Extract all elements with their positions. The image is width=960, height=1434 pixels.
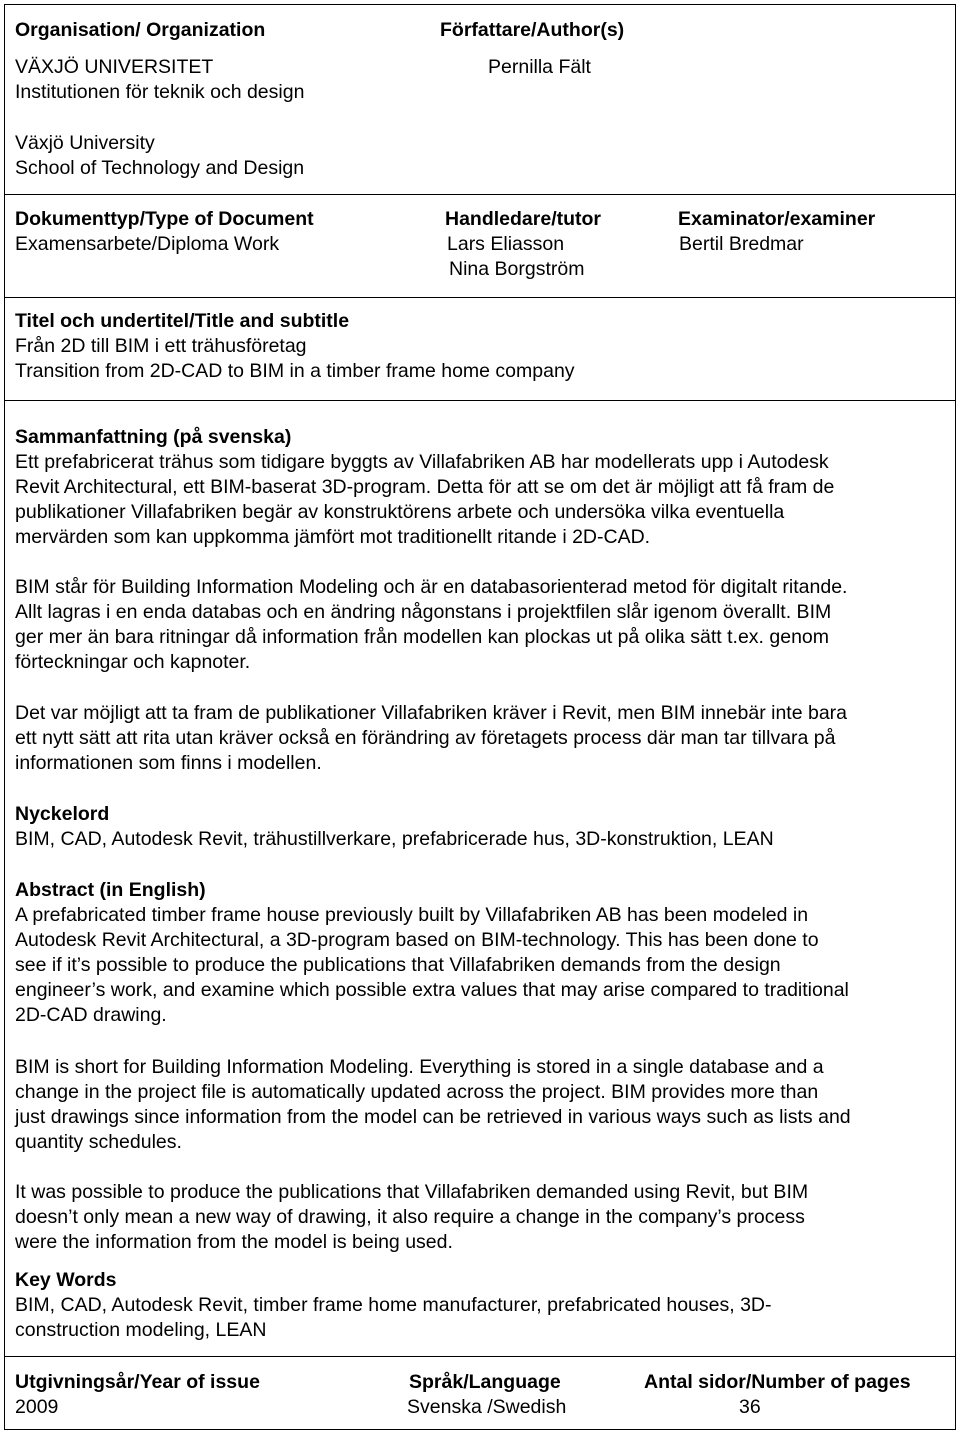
text-line: BIM is short for Building Information Modeling. Everything is stored in a single database and a xyxy=(15,1056,824,1078)
text-line: ger mer än bara ritningar då information från modellen kan plockas ut på olika sätt t.ex. genom xyxy=(15,626,830,648)
keywords-en-text xyxy=(15,1293,945,1343)
language-value: Svenska /Swedish xyxy=(407,1396,567,1418)
text-line: 2D-CAD drawing. xyxy=(15,1004,167,1026)
document-type-value: Examensarbete/Diploma Work xyxy=(15,233,280,255)
divider xyxy=(4,400,956,401)
text-line: förteckningar och kapnoter. xyxy=(15,651,251,673)
organisation-name-en: Växjö University xyxy=(15,132,155,154)
keywords-en-heading: Key Words xyxy=(15,1269,117,1291)
text-line: Ett prefabricerat trähus som tidigare byggts av Villafabriken AB har modellerats upp i Autodesk xyxy=(15,451,829,473)
divider xyxy=(4,297,956,298)
title-heading: Titel och undertitel/Title and subtitle xyxy=(15,310,350,332)
organisation-name-sv: VÄXJÖ UNIVERSITET xyxy=(15,56,214,78)
text-line: quantity schedules. xyxy=(15,1131,182,1153)
author-name: Pernilla Fält xyxy=(488,56,591,78)
text-line: Allt lagras i en enda databas och en ändring någonstans i projektfilen slår igenom överallt. BIM xyxy=(15,601,832,623)
text-line: It was possible to produce the publications that Villafabriken demanded using Revit, but BIM xyxy=(15,1181,809,1203)
abstract-en-paragraph-2 xyxy=(15,1055,945,1155)
text-line: BIM, CAD, Autodesk Revit, timber frame home manufacturer, prefabricated houses, 3D- xyxy=(15,1294,772,1316)
text-line: Revit Architectural, ett BIM-baserat 3D-program. Detta för att se om det är möjligt att få fram de xyxy=(15,476,835,498)
text-line: informationen som finns i modellen. xyxy=(15,752,322,774)
text-line: mervärden som kan uppkomma jämfört mot traditionellt ritande i 2D-CAD. xyxy=(15,526,651,548)
abstract-en-paragraph-3 xyxy=(15,1180,945,1255)
title-en: Transition from 2D-CAD to BIM in a timber frame home company xyxy=(15,360,575,382)
text-line: Autodesk Revit Architectural, a 3D-program based on BIM-technology. This has been done to xyxy=(15,929,819,951)
text-line: construction modeling, LEAN xyxy=(15,1319,267,1341)
year-value: 2009 xyxy=(15,1396,59,1418)
summary-sv-paragraph-1 xyxy=(15,450,945,550)
pages-heading: Antal sidor/Number of pages xyxy=(644,1371,911,1393)
abstract-en-paragraph-1 xyxy=(15,903,945,1028)
examiner-heading: Examinator/examiner xyxy=(678,208,876,230)
tutor-heading: Handledare/tutor xyxy=(445,208,602,230)
author-heading: Författare/Author(s) xyxy=(440,19,625,41)
tutor-name: Lars Eliasson xyxy=(447,233,565,255)
organisation-dept-en: School of Technology and Design xyxy=(15,157,305,179)
year-heading: Utgivningsår/Year of issue xyxy=(15,1371,260,1393)
title-sv: Från 2D till BIM i ett trähusföretag xyxy=(15,335,307,357)
text-line: change in the project file is automatically updated across the project. BIM provides more than xyxy=(15,1081,819,1103)
text-line: were the information from the model is being used. xyxy=(15,1231,453,1253)
organisation-heading: Organisation/ Organization xyxy=(15,19,266,41)
document-type-heading: Dokumenttyp/Type of Document xyxy=(15,208,314,230)
summary-sv-paragraph-2 xyxy=(15,575,945,675)
pages-value: 36 xyxy=(739,1396,761,1418)
text-line: publikationer Villafabriken begär av konstruktörens arbete och undersöka vilka eventuella xyxy=(15,501,785,523)
divider xyxy=(4,1356,956,1357)
text-line: ett nytt sätt att rita utan kräver också en förändring av företagets process där man tar tillvara på xyxy=(15,727,836,749)
text-line: BIM står för Building Information Modeling och är en databasorienterad metod för digitalt ritande. xyxy=(15,576,848,598)
text-line: engineer’s work, and examine which possible extra values that may arise compared to traditional xyxy=(15,979,849,1001)
abstract-en-heading: Abstract (in English) xyxy=(15,879,206,901)
examiner-name: Bertil Bredmar xyxy=(679,233,804,255)
text-line: doesn’t only mean a new way of drawing, it also require a change in the company’s process xyxy=(15,1206,805,1228)
keywords-sv-heading: Nyckelord xyxy=(15,803,110,825)
summary-sv-heading: Sammanfattning (på svenska) xyxy=(15,426,292,448)
keywords-sv-text: BIM, CAD, Autodesk Revit, trähustillverkare, prefabricerade hus, 3D-konstruktion, LEAN xyxy=(15,828,774,850)
summary-sv-paragraph-3 xyxy=(15,701,945,776)
text-line: just drawings since information from the model can be retrieved in various ways such as lists and xyxy=(15,1106,851,1128)
tutor-name: Nina Borgström xyxy=(449,258,585,280)
text-line: see if it’s possible to produce the publications that Villafabriken demands from the design xyxy=(15,954,781,976)
organisation-dept-sv: Institutionen för teknik och design xyxy=(15,81,305,103)
divider xyxy=(4,194,956,195)
language-heading: Språk/Language xyxy=(409,1371,561,1393)
text-line: Det var möjligt att ta fram de publikationer Villafabriken kräver i Revit, men BIM innebär inte bara xyxy=(15,702,848,724)
text-line: A prefabricated timber frame house previously built by Villafabriken AB has been modeled in xyxy=(15,904,809,926)
